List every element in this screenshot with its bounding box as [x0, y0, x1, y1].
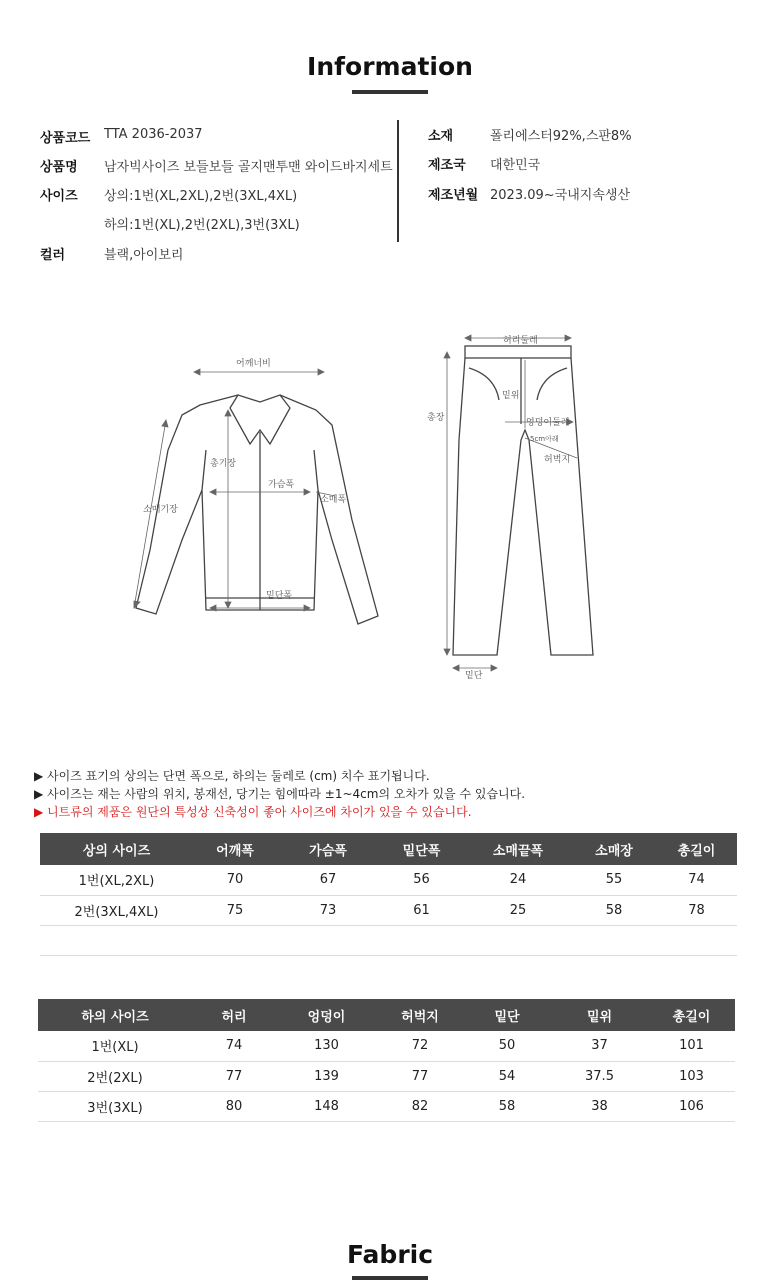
table-cell: 70 — [193, 865, 277, 895]
table-cell: 73 — [277, 895, 379, 925]
table-cell: 38 — [551, 1091, 648, 1121]
table-cell: 106 — [648, 1091, 735, 1121]
header-total-length: 총길이 — [656, 833, 737, 865]
table-cell: 67 — [277, 865, 379, 895]
table-cell: 50 — [463, 1031, 551, 1061]
table-cell: 2번(2XL) — [38, 1061, 192, 1091]
info-label-color: 컬러 — [40, 248, 66, 263]
table-cell: 54 — [463, 1061, 551, 1091]
table-header-row — [40, 833, 737, 865]
table-cell: 37.5 — [551, 1061, 648, 1091]
header-rise: 밑위 — [551, 999, 648, 1031]
table-row — [38, 1031, 735, 1061]
table-cell: 80 — [192, 1091, 276, 1121]
table-cell — [379, 925, 464, 955]
header-sleeve-end: 소매끝폭 — [464, 833, 572, 865]
label-total-length: 총기장 — [210, 459, 237, 469]
table-row — [40, 895, 737, 925]
table-cell: 25 — [464, 895, 572, 925]
table-cell: 3번(3XL) — [38, 1091, 192, 1121]
fabric-title: Fabric — [346, 1240, 434, 1269]
label-hip-note: 5cm아래 — [530, 435, 559, 443]
table-cell: 56 — [379, 865, 464, 895]
table-row — [38, 1091, 735, 1121]
table-row — [38, 1061, 735, 1091]
header-pants-hem: 밑단 — [463, 999, 551, 1031]
label-sleeve-end: 소매폭 — [320, 495, 347, 505]
header-shoulder: 어깨폭 — [193, 833, 277, 865]
info-label-size: 사이즈 — [40, 189, 78, 204]
table-cell: 75 — [193, 895, 277, 925]
bottom-size-table — [38, 999, 735, 1122]
table-cell — [572, 925, 656, 955]
label-pants-total-length: 총장 — [427, 413, 445, 423]
header-thigh: 허벅지 — [377, 999, 463, 1031]
top-size-table — [40, 833, 737, 956]
header-bottom-size: 하의 사이즈 — [38, 999, 192, 1031]
table-cell: 1번(XL,2XL) — [40, 865, 193, 895]
label-chest: 가슴폭 — [268, 480, 295, 490]
fabric-title-underline — [352, 1276, 428, 1280]
title-underline — [352, 90, 428, 94]
info-value-size-bottom: 하의:1번(XL),2번(2XL),3번(3XL) — [104, 218, 300, 233]
table-cell: 82 — [377, 1091, 463, 1121]
info-label-manufacture-date: 제조년월 — [428, 188, 479, 203]
info-divider — [397, 120, 399, 242]
info-label-product-code: 상품코드 — [40, 131, 91, 146]
info-label-product-name: 상품명 — [40, 160, 78, 175]
table-cell: 61 — [379, 895, 464, 925]
label-waist: 허리둘레 — [503, 336, 538, 346]
table-row — [40, 865, 737, 895]
table-cell — [277, 925, 379, 955]
label-pants-hem: 밑단 — [465, 671, 483, 681]
table-cell: 78 — [656, 895, 737, 925]
label-sleeve-length: 소매기장 — [143, 505, 178, 515]
size-note-1: ▶ 사이즈 표기의 상의는 단면 폭으로, 하의는 둘레로 (cm) 치수 표기됩니다. — [34, 769, 430, 783]
info-value-country: 대한민국 — [490, 158, 541, 173]
table-cell: 103 — [648, 1061, 735, 1091]
label-hip: 엉덩이둘레 — [526, 418, 570, 428]
table-cell: 37 — [551, 1031, 648, 1061]
table-cell: 74 — [656, 865, 737, 895]
table-header-row — [38, 999, 735, 1031]
information-title: Information — [307, 52, 473, 81]
header-hip: 엉덩이 — [276, 999, 377, 1031]
info-value-product-name: 남자빅사이즈 보들보들 골지맨투맨 와이드바지세트 — [104, 160, 393, 175]
table-cell: 24 — [464, 865, 572, 895]
table-cell: 77 — [377, 1061, 463, 1091]
label-shoulder-width: 어깨너비 — [236, 359, 271, 369]
table-row — [40, 925, 737, 955]
table-cell — [193, 925, 277, 955]
header-pants-total-length: 총길이 — [648, 999, 735, 1031]
table-cell: 58 — [572, 895, 656, 925]
header-top-size: 상의 사이즈 — [40, 833, 193, 865]
header-hem: 밑단폭 — [379, 833, 464, 865]
table-cell: 130 — [276, 1031, 377, 1061]
info-label-material: 소재 — [428, 129, 454, 144]
table-cell: 77 — [192, 1061, 276, 1091]
label-thigh: 허벅지 — [544, 455, 571, 465]
info-value-product-code: TTA 2036-2037 — [104, 127, 203, 142]
info-value-color: 블랙,아이보리 — [104, 248, 184, 263]
header-chest: 가슴폭 — [277, 833, 379, 865]
table-cell — [656, 925, 737, 955]
info-value-manufacture-date: 2023.09~국내지속생산 — [490, 188, 630, 203]
info-label-country: 제조국 — [428, 158, 466, 173]
table-cell: 58 — [463, 1091, 551, 1121]
shirt-diagram — [120, 340, 380, 640]
table-cell — [464, 925, 572, 955]
table-cell: 148 — [276, 1091, 377, 1121]
info-value-material: 폴리에스터92%,스판8% — [490, 129, 632, 144]
table-cell: 2번(3XL,4XL) — [40, 895, 193, 925]
table-cell: 72 — [377, 1031, 463, 1061]
header-waist: 허리 — [192, 999, 276, 1031]
table-cell: 139 — [276, 1061, 377, 1091]
table-cell: 1번(XL) — [38, 1031, 192, 1061]
table-cell — [40, 925, 193, 955]
label-hem-width: 밑단폭 — [266, 591, 293, 601]
pants-diagram — [425, 330, 605, 680]
label-rise: 밑위 — [502, 391, 520, 401]
size-note-2: ▶ 사이즈는 재는 사람의 위치, 봉재선, 당기는 힘에따라 ±1~4cm의 오차가 있을 수 있습니다. — [34, 787, 526, 801]
table-cell: 101 — [648, 1031, 735, 1061]
size-note-3: ▶ 니트류의 제품은 원단의 특성상 신축성이 좋아 사이즈에 차이가 있을 수 있습니다. — [34, 805, 472, 819]
table-cell: 74 — [192, 1031, 276, 1061]
header-sleeve-length: 소매장 — [572, 833, 656, 865]
info-value-size-top: 상의:1번(XL,2XL),2번(3XL,4XL) — [104, 189, 298, 204]
table-cell: 55 — [572, 865, 656, 895]
